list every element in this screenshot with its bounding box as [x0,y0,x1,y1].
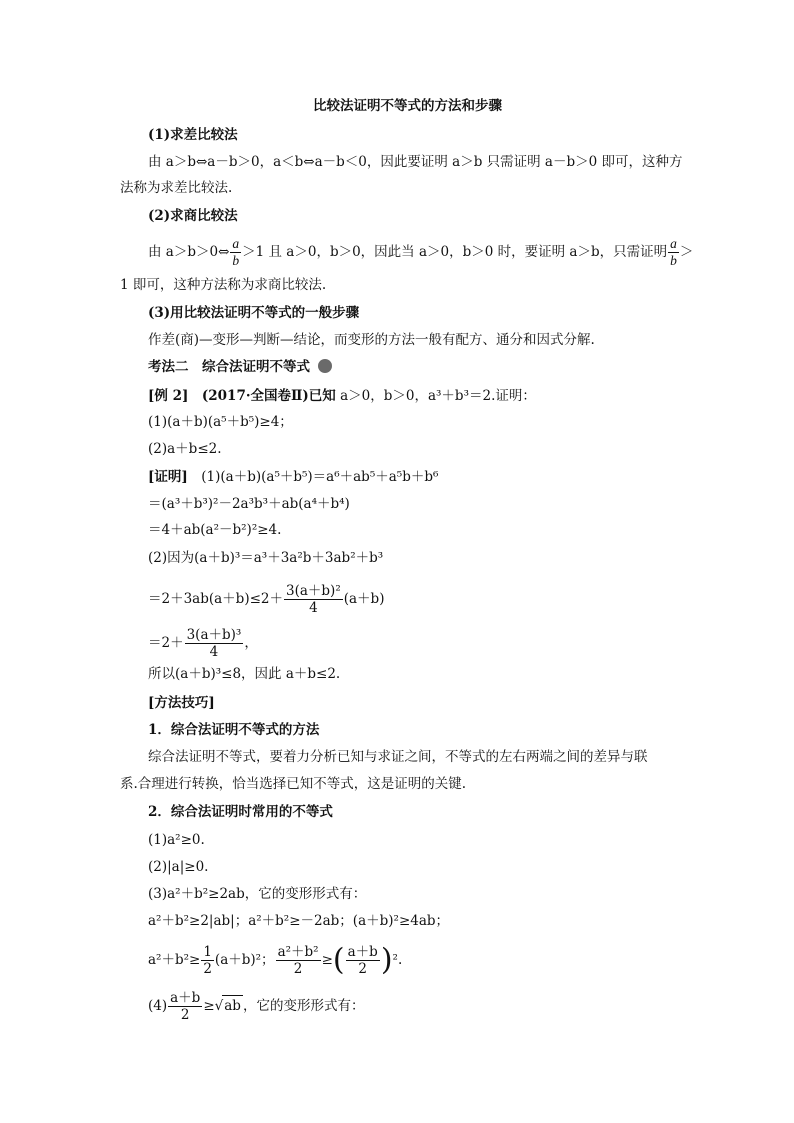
text-run: ＞ [679,244,694,260]
proof-line: ＝(a³＋b³)²－2a³b³＋ab(a⁴＋b⁴) [148,496,350,512]
paragraph-line: 作差(商)—变形—判断—结论，而变形的方法一般有配方、通分和因式分解. [148,332,595,348]
fraction-numerator: a [232,236,240,251]
sqrt-sign: √ [214,998,224,1014]
text-run: (1)(a＋b)(a⁵＋b⁵)＝a⁶＋ab⁵＋a⁵b＋b⁶ [201,469,439,485]
text-run: a²＋b²≥ [148,952,201,968]
fraction-numerator: a [670,236,677,251]
fraction-denominator: 2 [358,961,367,977]
proof-label: [证明] [148,469,188,485]
bullet-dot-icon [318,359,332,373]
section-heading: (2)求商比较法 [148,208,238,224]
tips-heading: 1．综合法证明不等式的方法 [148,722,320,738]
text-run: ， [244,635,258,651]
proof-line: 所以(a＋b)³≤8，因此 a＋b≤2. [148,666,341,682]
fraction [284,583,343,616]
formula-line: (1)a²≥0. [148,832,205,848]
right-paren: ) [380,942,393,978]
section-heading: (1)求差比较法 [148,127,238,143]
paragraph-line [148,236,693,269]
fraction [668,236,679,269]
fraction-numerator: 3(a＋b)² [286,583,341,599]
question-line: (1)(a＋b)(a⁵＋b⁵)≥4； [148,414,293,430]
proof-line [148,583,384,616]
formula-line: a²＋b²≥2|ab|；a²＋b²≥－2ab；(a＋b)²≥4ab； [148,913,450,929]
fraction [230,236,241,269]
section-heading: (3)用比较法证明不等式的一般步骤 [148,305,360,321]
fraction-denominator: 2 [203,961,212,977]
formula-line: (3)a²＋b²≥2ab，它的变形形式有： [148,886,367,902]
fraction [168,990,202,1023]
proof-line: ＝4＋ab(a²－b²)²≥4. [148,522,282,538]
fraction-numerator: a²＋b² [277,944,319,960]
example-source: (2017·全国卷Ⅱ)已知 [201,388,336,404]
text-run: ＝2＋ [148,635,184,651]
fraction-denominator: 4 [309,600,318,616]
text-run: ≥ [321,952,333,968]
left-paren: ( [332,942,345,978]
tips-label: [方法技巧] [148,695,215,711]
example-label: [例 2] [148,388,189,404]
sqrt-radicand: ab [222,995,243,1016]
text-run: (a＋b) [343,591,385,607]
fraction [346,944,380,977]
example-condition: a＞0，b＞0，a³＋b³＝2.证明： [335,388,536,404]
proof-line: (2)因为(a＋b)³＝a³＋3a²b＋3ab²＋b³ [148,550,384,566]
example-line [148,386,536,406]
page-title: 比较法证明不等式的方法和步骤 [313,98,502,114]
proof-line [148,627,258,660]
fraction-numerator: 1 [203,944,212,960]
fraction-denominator: b [232,253,240,268]
fraction-denominator: b [670,253,677,268]
fraction-denominator: 2 [180,1007,190,1023]
fraction-numerator: 3(a＋b)³ [186,627,242,643]
paragraph-line: 系.合理进行转换，恰当选择已知不等式，这是证明的关键. [120,776,467,792]
fraction [276,944,321,977]
formula-line [148,944,402,977]
question-line: (2)a＋b≤2. [148,441,222,457]
kaofa-label: 考法二 综合法证明不等式 [148,359,310,375]
paragraph-line: 由 a＞b⇔a－b＞0，a＜b⇔a－b＜0，因此要证明 a＞b 只需证明 a－b＞0 即可，这种方 [148,154,683,170]
fraction-numerator: a＋b [347,944,378,960]
proof-line [148,467,438,487]
fraction-denominator: 4 [209,644,219,660]
fraction [201,944,214,977]
text-run: (4) [148,998,168,1014]
tips-heading: 2．综合法证明时常用的不等式 [148,804,333,820]
formula-line: (2)|a|≥0. [148,859,209,875]
paragraph-line: 1 即可，这种方法称为求商比较法. [120,277,327,293]
paragraph-line: 法称为求差比较法. [120,180,233,196]
paragraph-line: 综合法证明不等式，要着力分析已知与求证之间，不等式的左右两端之间的差异与联 [148,749,648,765]
text-run: ，它的变形形式有： [242,998,365,1014]
kaofa-heading [148,357,332,377]
text-run: ＝2＋3ab(a＋b)≤2＋ [148,591,283,607]
text-run: ＞1 且 a＞0，b＞0，因此当 a＞0，b＞0 时，要证明 a＞b，只需证明 [242,244,668,260]
formula-line [148,990,364,1023]
fraction-denominator: 2 [293,961,303,977]
text-run: (a＋b)²； [214,952,275,968]
fraction-numerator: a＋b [170,990,201,1006]
text-run: ≥ [203,998,215,1014]
text-run: 由 a＞b＞0⇔ [148,244,230,260]
text-run: ². [392,952,403,968]
fraction [185,627,244,660]
